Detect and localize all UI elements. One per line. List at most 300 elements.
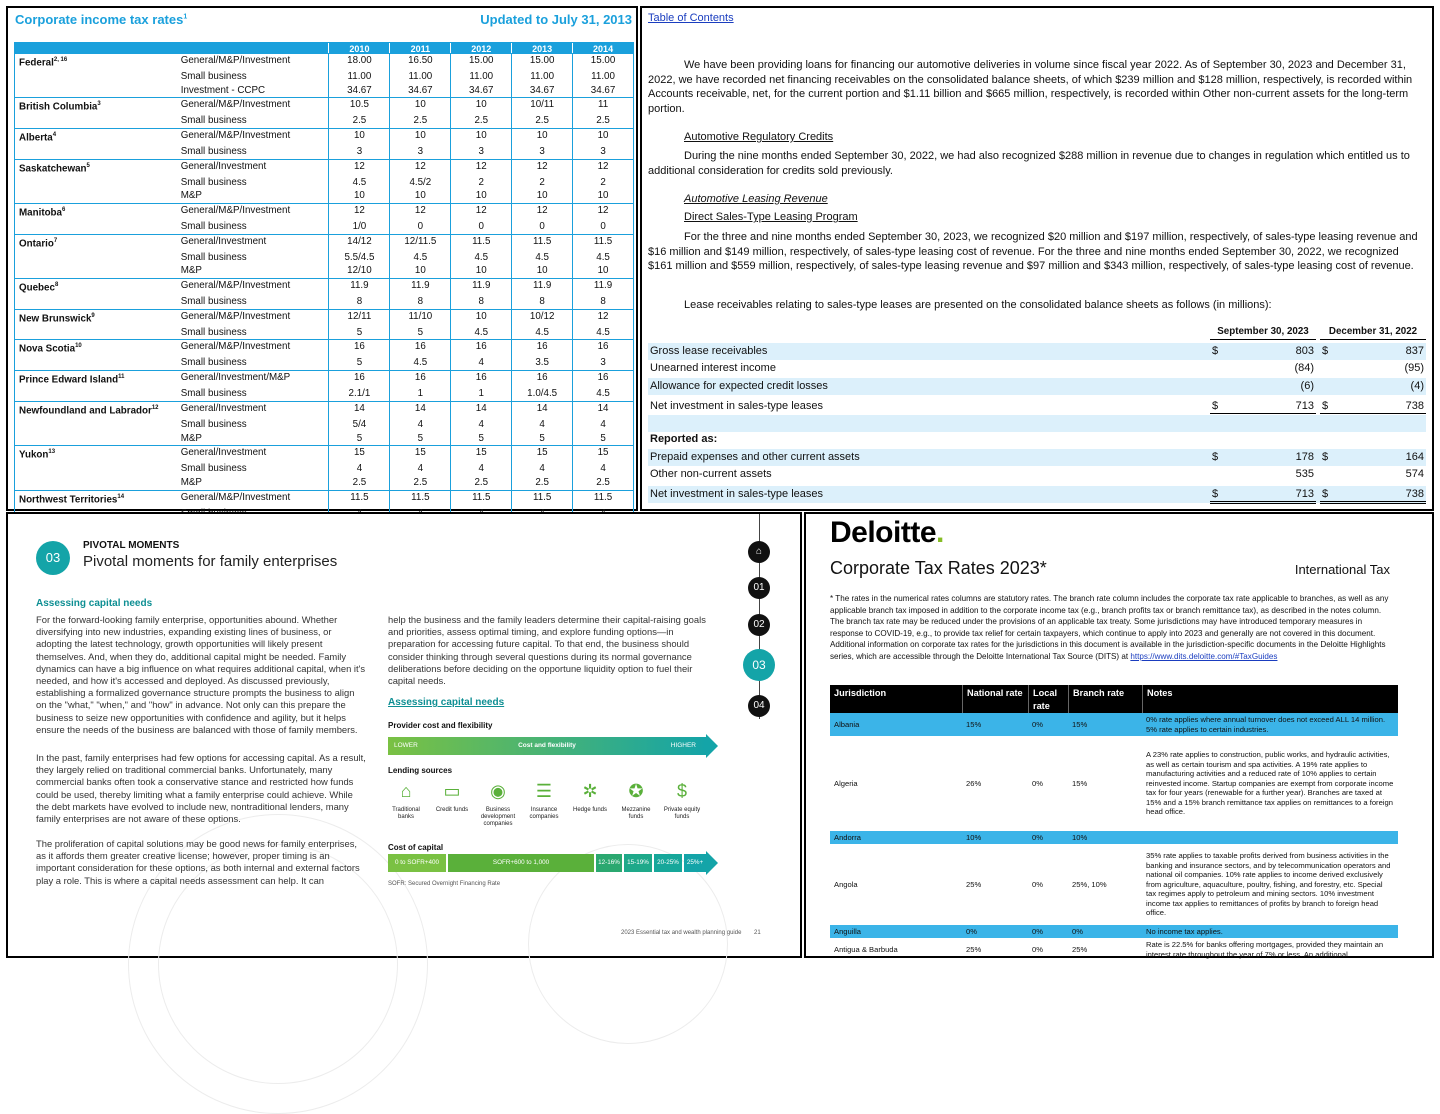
rate-value: 1: [450, 387, 511, 401]
rate-value: 3: [572, 145, 633, 159]
province-name: [15, 160, 181, 176]
rate-category: General/Investment: [180, 447, 267, 459]
rate-value: 34.67: [572, 84, 633, 98]
table-row: [14, 491, 634, 507]
rate-value: 4: [511, 418, 572, 432]
province-name: [15, 145, 181, 159]
row-label: Other non-current assets: [650, 468, 772, 480]
jurisdiction-row: [830, 831, 1398, 845]
value-2023: 178: [1295, 451, 1314, 463]
province-footnote: 12: [151, 404, 159, 411]
header-branch-rate: Branch rate: [1068, 685, 1142, 713]
table-row: [14, 326, 634, 341]
lease-table-row: [648, 466, 1426, 483]
rate-value: 11: [572, 98, 633, 114]
rate-value: 10: [389, 264, 450, 278]
rate-value: 5: [450, 432, 511, 446]
value-2022: 738: [1405, 488, 1424, 500]
province-label: New Brunswick: [19, 313, 92, 325]
jurisdiction-row: [830, 713, 1398, 737]
deloitte-logo: Deloitte.: [830, 516, 944, 549]
local-rate: 0%: [1032, 720, 1043, 729]
rate-category: Small business: [180, 176, 247, 188]
national-rate: 26%: [966, 779, 982, 788]
leasing-revenue-heading: Automotive Leasing Revenue: [684, 193, 828, 205]
rate-value: 12: [328, 204, 389, 220]
province-group: [14, 160, 634, 204]
rate-value: 12/10: [328, 264, 389, 278]
province-footnote: 10: [75, 343, 82, 350]
section-kicker: PIVOTAL MOMENTS: [83, 540, 180, 551]
rate-value: 16: [572, 340, 633, 356]
province-name: [15, 387, 181, 401]
cost-segment: 25%+: [684, 854, 706, 872]
rate-value: 14: [389, 402, 450, 418]
jurisdiction-table-header: [830, 685, 1398, 713]
rate-value: 5: [328, 356, 389, 370]
table-of-contents-link[interactable]: Table of Contents: [648, 12, 734, 24]
table-row: [14, 310, 634, 326]
table-row: [14, 129, 634, 145]
col-header-sep-2023: September 30, 2023: [1210, 326, 1316, 340]
row-label: Gross lease receivables: [650, 345, 768, 357]
rate-value: 10/11: [511, 98, 572, 114]
rate-value: 16: [389, 371, 450, 387]
rate-value: 4: [572, 418, 633, 432]
rate-category: General/M&P/Investment: [180, 491, 291, 503]
row-label: Prepaid expenses and other current assets: [650, 451, 860, 463]
rate-value: 14: [328, 402, 389, 418]
national-rate: 25%: [966, 945, 982, 954]
eye-icon: ◉: [490, 781, 506, 801]
rate-value: 0: [572, 220, 633, 234]
table-row: [14, 264, 634, 279]
rate-value: 12: [572, 160, 633, 176]
row-label: Unearned interest income: [650, 362, 776, 374]
rate-value: 14: [450, 402, 511, 418]
rate-value: 34.67: [328, 84, 389, 98]
province-name: [15, 129, 181, 145]
province-label: Manitoba: [19, 207, 62, 219]
rate-value: 11.9: [450, 279, 511, 295]
rate-category: General/M&P/Investment: [180, 99, 291, 111]
rate-value: 11.5: [511, 491, 572, 507]
lending-source-label: Hedge funds: [572, 807, 608, 813]
jurisdiction-name: Andorra: [834, 833, 862, 842]
province-name: [15, 432, 181, 446]
province-name: [15, 264, 181, 278]
rate-category: Small business: [180, 221, 247, 233]
nav-01-button[interactable]: 01: [748, 577, 770, 599]
rate-value: 3: [450, 145, 511, 159]
body-paragraph-4: help the business and the family leaders determine their capital-raising goals and priorities, assess optimal timing, and explore funding options—in preparation for accessing future capital. To that end, the business should consider thinking through several questions during its normal governance deliberations before deciding on the opportune liquidity option to fuel their capital needs.: [388, 614, 706, 687]
table-row: [14, 176, 634, 190]
currency-symbol: $: [1322, 488, 1329, 500]
lease-filing-panel: [640, 6, 1434, 511]
value-2022: 164: [1405, 451, 1424, 463]
province-group: [14, 402, 634, 446]
lease-table-row: [648, 360, 1426, 377]
province-name: [15, 114, 181, 128]
table-row: [14, 295, 634, 310]
branch-rate: 10%: [1072, 833, 1088, 842]
rate-value: 2.5: [511, 476, 572, 490]
province-label: Alberta: [19, 132, 53, 144]
rate-category: General/M&P/Investment: [180, 341, 291, 353]
rate-category: Small business: [180, 251, 247, 263]
rate-value: 2.5: [572, 476, 633, 490]
local-rate: 0%: [1032, 880, 1043, 889]
cost-flexibility-arrow: [388, 737, 706, 755]
rate-value: 4.5: [511, 251, 572, 265]
page-footer: 2023 Essential tax and wealth planning guide: [621, 930, 742, 936]
canada-title: Corporate income tax rates$^1$: [15, 12, 188, 27]
rate-value: 2.5: [450, 476, 511, 490]
branch-rate: 15%: [1072, 779, 1088, 788]
rate-value: 11.9: [572, 279, 633, 295]
home-icon[interactable]: ⌂: [748, 541, 770, 563]
rate-value: 34.67: [511, 84, 572, 98]
table-row: [14, 114, 634, 129]
nav-04-button[interactable]: 04: [748, 695, 770, 717]
year-header: 2012: [450, 43, 511, 53]
rate-value: 4.5: [511, 326, 572, 340]
table-row: [14, 204, 634, 220]
rate-value: 16: [328, 371, 389, 387]
table-row: [14, 54, 634, 70]
rate-category: M&P: [180, 190, 202, 202]
province-name: [15, 279, 181, 295]
rate-category: Small business: [180, 463, 247, 475]
rate-category: General/Investment: [180, 235, 267, 247]
rate-value: 5: [572, 432, 633, 446]
rate-value: 12: [389, 160, 450, 176]
rate-value: 2.5: [389, 476, 450, 490]
province-footnote: 8: [54, 282, 59, 289]
rate-value: 12: [450, 204, 511, 220]
rate-category: M&P: [180, 265, 202, 277]
province-name: [15, 54, 181, 70]
double-rule: [1210, 501, 1316, 504]
cost-segment: 20-25%: [654, 854, 682, 872]
rate-value: 3: [572, 356, 633, 370]
rate-value: 3: [328, 145, 389, 159]
table-row: [14, 235, 634, 251]
blank-row: [648, 415, 1426, 432]
lease-table-row: [648, 378, 1426, 395]
rate-value: 2.5: [389, 114, 450, 128]
rate-category: Small business: [180, 115, 247, 127]
rate-value: 12: [572, 204, 633, 220]
table-row: [14, 160, 634, 176]
rate-value: 2.5: [450, 114, 511, 128]
province-group: [14, 129, 634, 160]
province-label: Prince Edward Island: [19, 374, 119, 386]
rate-value: 10: [328, 189, 389, 203]
rate-value: 2.5: [572, 114, 633, 128]
rate-value: 10: [572, 129, 633, 145]
rate-value: 10: [572, 264, 633, 278]
lending-source-label: Business development companies: [480, 807, 516, 827]
rate-value: 12: [389, 204, 450, 220]
province-name: [15, 462, 181, 476]
rate-category: Small business: [180, 296, 247, 308]
provider-cost-label: Provider cost and flexibility: [388, 721, 493, 730]
section-number-badge: 03: [36, 541, 70, 575]
table-row: [14, 356, 634, 371]
rate-value: 11.00: [511, 70, 572, 84]
province-label: Saskatchewan: [19, 162, 87, 174]
decorative-ring: [528, 844, 728, 1044]
province-group: [14, 340, 634, 371]
rate-value: 15: [389, 446, 450, 462]
province-name: [15, 326, 181, 340]
canada-table-header: [14, 42, 634, 54]
rate-value: 16: [450, 340, 511, 356]
rate-value: 11.5: [572, 235, 633, 251]
rate-value: 34.67: [389, 84, 450, 98]
rate-value: 5.5/4.5: [328, 251, 389, 265]
rate-category: Investment - CCPC: [180, 84, 266, 96]
rate-value: 10: [511, 264, 572, 278]
rate-value: 11.5: [389, 491, 450, 507]
province-label: Nova Scotia: [19, 343, 76, 355]
province-label: Yukon: [19, 449, 49, 461]
rate-category: General/M&P/Investment: [180, 310, 291, 322]
lease-table-row: [648, 449, 1426, 466]
rate-value: 8: [511, 295, 572, 309]
rate-value: 16: [389, 340, 450, 356]
jurisdiction-row: [830, 845, 1398, 925]
jurisdiction-name: Albania: [834, 720, 860, 729]
table-row: [14, 251, 634, 265]
rate-value: 5: [328, 432, 389, 446]
value-2023: 713: [1295, 400, 1314, 412]
double-rule: [1320, 501, 1426, 504]
currency-symbol: $: [1212, 345, 1219, 357]
branch-rate: 25%: [1072, 945, 1088, 954]
table-row: [14, 145, 634, 160]
lending-source: [384, 780, 428, 821]
notes-cell: 35% rate applies to taxable profits derived from business activities in the banking and insurance sectors, and by telecommunication operators and national oil companies. 10% rate applies to income derived exclusively from agriculture, aquaculture, poultry, fishing, and forestry, etc. Special tax regimes apply to petroleum and mining sectors. 10% investment income tax applies to remittances of profits by branch to foreign head office.: [1146, 850, 1391, 918]
rate-value: 11.00: [450, 70, 511, 84]
lease-table-row: [648, 398, 1426, 415]
notes-cell: A 23% rate applies to construction, public works, and hydraulic activities, as well as certain tourism and spa activities. A 19% rate applies to manufacturing activities and a reduced rate of 10% applies to certain reinvested income. Startup companies are exempt from corporate income tax for four years (renewable for a further year). Branches are taxed at 15% and a 15% branch remittance tax applies on remittances to a foreign head office.: [1146, 749, 1394, 817]
currency-symbol: $: [1212, 400, 1219, 412]
table-row: [14, 476, 634, 491]
local-rate: 0%: [1032, 927, 1043, 936]
rate-value: 0: [450, 220, 511, 234]
rate-value: 5: [389, 432, 450, 446]
year-header: 2011: [389, 43, 450, 53]
rate-value: 1: [389, 387, 450, 401]
branch-rate: 15%: [1072, 720, 1088, 729]
province-name: [15, 204, 181, 220]
lending-source-label: Traditional banks: [392, 807, 420, 820]
rate-value: 16: [450, 371, 511, 387]
rate-value: 8: [450, 295, 511, 309]
jurisdiction-name: Algeria: [834, 779, 858, 788]
rate-value: 4: [450, 356, 511, 370]
lending-source: [522, 780, 566, 821]
rate-value: 4.5: [572, 387, 633, 401]
header-notes: Notes: [1142, 685, 1398, 713]
currency-symbol: $: [1212, 451, 1219, 463]
rate-value: 4: [328, 462, 389, 476]
province-footnote: 9: [91, 312, 95, 319]
rate-value: 12: [511, 160, 572, 176]
rate-value: 4.5: [572, 326, 633, 340]
province-name: [15, 84, 181, 98]
rate-category: M&P: [180, 476, 202, 488]
page-number: 21: [754, 930, 761, 936]
lease-receivables-intro: Lease receivables relating to sales-type leases are presented on the consolidated balance sheets as follows (in millions):: [684, 299, 1272, 311]
rate-value: 16: [572, 371, 633, 387]
province-name: [15, 446, 181, 462]
local-rate: 0%: [1032, 833, 1043, 842]
lending-source: [614, 780, 658, 821]
rate-value: 5/4: [328, 418, 389, 432]
rate-category: Small business: [180, 326, 247, 338]
row-label: Allowance for expected credit losses: [650, 380, 828, 392]
rate-value: 0: [511, 220, 572, 234]
table-row: [14, 462, 634, 476]
local-rate: 0%: [1032, 779, 1043, 788]
document-icon: ☰: [535, 781, 553, 801]
rate-value: 10: [389, 189, 450, 203]
rate-value: 2.5: [328, 114, 389, 128]
province-group: [14, 446, 634, 490]
lending-source-label: Insurance companies: [529, 807, 559, 820]
rate-value: 0: [389, 220, 450, 234]
bank-icon: ⌂: [400, 781, 412, 801]
province-name: [15, 98, 181, 114]
rate-value: 1/0: [328, 220, 389, 234]
header-local-rate: Local rate: [1028, 685, 1068, 713]
table-row: [14, 98, 634, 114]
rate-value: 11.00: [572, 70, 633, 84]
value-2022: (95): [1404, 362, 1424, 374]
province-group: [14, 235, 634, 279]
header-national-rate: National rate: [962, 685, 1028, 713]
province-footnote: 3: [97, 101, 101, 108]
rate-value: 4.5: [450, 251, 511, 265]
rate-value: 12: [450, 160, 511, 176]
arrow-lower-label: LOWER: [394, 742, 418, 749]
province-name: [15, 402, 181, 418]
lending-source: [568, 780, 612, 814]
province-name: [15, 295, 181, 309]
rate-value: 4: [450, 418, 511, 432]
rate-value: 11.5: [450, 491, 511, 507]
rate-value: 4.5: [572, 251, 633, 265]
jurisdiction-row: [830, 737, 1398, 831]
rate-value: 14: [572, 402, 633, 418]
rate-value: 2: [572, 176, 633, 190]
rate-category: General/Investment: [180, 402, 267, 414]
rate-value: 11.9: [389, 279, 450, 295]
province-group: [14, 371, 634, 402]
province-footnote: 2, 16: [53, 57, 68, 63]
rate-value: 12/11.5: [389, 235, 450, 251]
nav-03-button[interactable]: 03: [743, 649, 775, 681]
rate-value: 3: [511, 145, 572, 159]
currency-symbol: $: [1322, 400, 1329, 412]
rate-value: 15.00: [450, 54, 511, 70]
nav-02-button[interactable]: 02: [748, 614, 770, 636]
dits-link[interactable]: https://www.dits.deloitte.com/#TaxGuides: [1130, 651, 1278, 661]
rate-value: 5: [389, 326, 450, 340]
rate-value: 8: [389, 295, 450, 309]
rate-value: 8: [328, 295, 389, 309]
branch-rate: 25%, 10%: [1072, 880, 1107, 889]
rate-value: 11.00: [389, 70, 450, 84]
rate-value: 11.5: [450, 235, 511, 251]
rate-value: 4.5: [450, 326, 511, 340]
rate-category: Small business: [180, 146, 247, 158]
rate-category: General/M&P/Investment: [180, 55, 291, 66]
rate-value: 10: [450, 264, 511, 278]
rate-value: 3: [389, 145, 450, 159]
notes-cell: No income tax applies.: [1146, 926, 1223, 936]
rate-value: 15: [572, 446, 633, 462]
value-2023: 713: [1295, 488, 1314, 500]
body-paragraph-1: For the forward-looking family enterprise, opportunities abound. Whether diversifying into new industries, expanding existing lines of business, or adopting the latest technology, growth opportunities will likely present themselves. And, when they do, additional capital might be needed. Family dynamics can have a big influence on what requires additional capital, when it's needed, and how it's accessed and deployed. As discussed previously, establishing a formalized governance structure prompts the business to align on the "what," "when," and "how" in advance. Not only can this prepare the business to seize new opportunities with confidence and agility, but it helps ensure the needs of the business are balanced with those of family members.: [36, 614, 366, 735]
header-jurisdiction: Jurisdiction: [834, 688, 887, 698]
rate-category: General/M&P/Investment: [180, 280, 291, 292]
rate-value: 10: [389, 98, 450, 114]
rate-value: 12: [572, 310, 633, 326]
province-name: [15, 418, 181, 432]
money-bag-icon: $: [676, 781, 687, 801]
cost-of-capital-label: Cost of capital: [388, 843, 444, 852]
province-name: [15, 70, 181, 84]
arrow-higher-label: HIGHER: [670, 742, 696, 749]
rate-value: 4: [450, 462, 511, 476]
cost-arrow-head: [706, 851, 718, 875]
rate-value: 11.5: [572, 491, 633, 507]
table-row: [14, 387, 634, 402]
national-rate: 15%: [966, 720, 982, 729]
rate-value: 4.5/2: [389, 176, 450, 190]
rate-value: 4.5: [389, 356, 450, 370]
jurisdiction-row: [830, 939, 1398, 961]
rate-category: General/Investment/M&P: [180, 372, 291, 384]
rate-value: 34.67: [450, 84, 511, 98]
province-name: [15, 476, 181, 490]
national-rate: 25%: [966, 880, 982, 889]
rate-value: 10: [450, 189, 511, 203]
rate-value: 2: [450, 176, 511, 190]
province-group: [14, 310, 634, 341]
assessing-capital-subheading: Assessing capital needs: [36, 598, 153, 609]
rate-value: 10: [389, 129, 450, 145]
rate-value: 11.00: [328, 70, 389, 84]
table-row: [14, 371, 634, 387]
province-name: [15, 491, 181, 507]
jurisdiction-name: Angola: [834, 880, 858, 889]
credits-paragraph: During the nine months ended September 30, 2022, we had also recognized $288 million in revenue due to changes in regulation which entitled us to additional consideration for credits sold previously.: [648, 150, 1410, 177]
rate-value: 10/12: [511, 310, 572, 326]
cost-segment: SOFR+600 to 1,000: [448, 854, 594, 872]
rate-value: 11.9: [511, 279, 572, 295]
assessing-capital-link[interactable]: Assessing capital needs: [388, 697, 505, 708]
rate-category: Small business: [180, 357, 247, 369]
rate-value: 2.5: [328, 476, 389, 490]
col-header-dec-2022: December 31, 2022: [1320, 326, 1426, 340]
province-name: [15, 310, 181, 326]
lending-source-label: Credit funds: [435, 807, 469, 813]
